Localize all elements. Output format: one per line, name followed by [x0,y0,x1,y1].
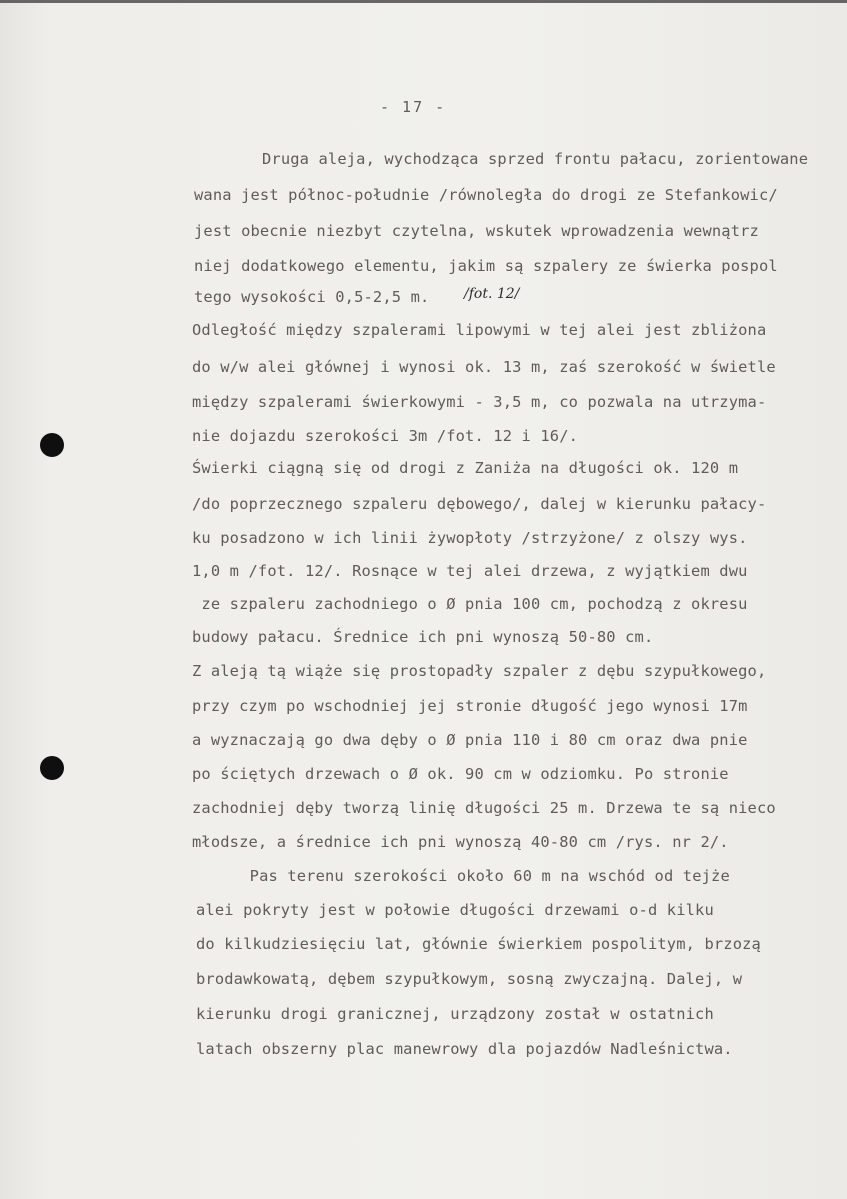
text-line: po ściętych drzewach o Ø ok. 90 cm w odziomku. Po stronie [192,765,729,783]
text-line: 1,0 m /fot. 12/. Rosnące w tej alei drzewa, z wyjątkiem dwu [192,562,748,580]
text-line: budowy pałacu. Średnice ich pni wynoszą 50-80 cm. [192,628,654,646]
text-line: tego wysokości 0,5-2,5 m. [194,288,430,306]
text-line: Odległość między szpalerami lipowymi w tej alei jest zbliżona [192,321,767,339]
text-line: alei pokryty jest w połowie długości drzewami o-d kilku [196,901,714,919]
text-line: Z aleją tą wiąże się prostopadły szpaler z dębu szypułkowego, [192,662,767,680]
handwritten-note: /fot. 12/ [464,286,520,302]
text-line: jest obecnie niezbyt czytelna, wskutek wprowadzenia wewnątrz [194,222,759,240]
text-line: Pas terenu szerokości około 60 m na wschód od tejże [212,867,730,885]
text-line: zachodniej dęby tworzą linię długości 25 m. Drzewa te są nieco [192,799,776,817]
text-line: Druga aleja, wychodząca sprzed frontu pałacu, zorientowane [262,150,809,168]
scan-top-edge [0,0,847,3]
text-line: do kilkudziesięciu lat, głównie świerkiem pospolitym, brzozą [196,935,761,953]
text-line: latach obszerny plac manewrowy dla pojazdów Nadleśnictwa. [196,1040,733,1058]
text-line: nie dojazdu szerokości 3m /fot. 12 i 16/. [192,427,579,445]
text-line: /do poprzecznego szpaleru dębowego/, dalej w kierunku pałacy- [192,495,767,513]
text-line: młodsze, a średnice ich pni wynoszą 40-80 cm /rys. nr 2/. [192,833,729,851]
text-line: przy czym po wschodniej jej stronie długość jego wynosi 17m [192,697,748,715]
text-line: kierunku drogi granicznej, urządzony został w ostatnich [196,1005,714,1023]
text-line: Świerki ciągną się od drogi z Zaniża na długości ok. 120 m [192,459,739,477]
text-line: ku posadzono w ich linii żywopłoty /strzyżone/ z olszy wys. [192,529,748,547]
text-line: ze szpaleru zachodniego o Ø pnia 100 cm, pochodzą z okresu [192,595,748,613]
text-line: wana jest północ-południe /równoległa do drogi ze Stefankowic/ [194,186,778,204]
text-line: do w/w alei głównej i wynosi ok. 13 m, zaś szerokość w świetle [192,358,776,376]
punch-hole [40,756,64,780]
text-line: niej dodatkowego elementu, jakim są szpalery ze świerka pospol [194,257,778,275]
text-line: a wyznaczają go dwa dęby o Ø pnia 110 i 80 cm oraz dwa pnie [192,731,748,749]
text-line: między szpalerami świerkowymi - 3,5 m, co pozwala na utrzyma- [192,393,767,411]
punch-hole [40,433,64,457]
page-number: - 17 - [380,98,447,116]
text-line: brodawkowatą, dębem szypułkowym, sosną zwyczajną. Dalej, w [196,970,743,988]
